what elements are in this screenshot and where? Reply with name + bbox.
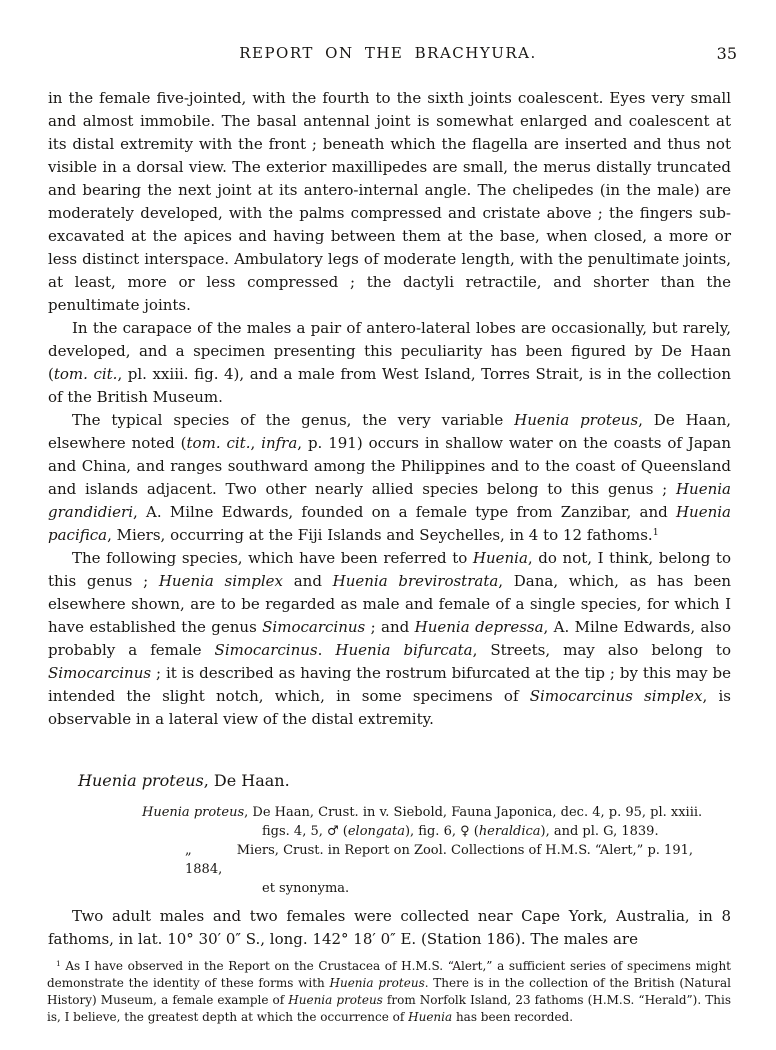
- italic-text: elongata: [347, 824, 405, 839]
- italic-text: Huenia depressa: [414, 618, 544, 636]
- italic-text: Huenia pacifica: [48, 503, 731, 544]
- text-run: and: [283, 572, 333, 590]
- text-run: Miers, Crust. in Report on Zool. Collections of H.M.S. “Alert,” p. 191, 1884,: [185, 843, 693, 877]
- text-run: , Dana, which, as has been elsewhere shown, are to be regarded as male and female of a single species, for which I have established the genus: [48, 572, 731, 636]
- text-run: Two adult males and two females were collected near Cape York, Australia, in 8 fathoms, in lat. 10° 30′ 0″ S., long. 142° 18′ 0″ E. (Station 186). The males are: [48, 907, 731, 948]
- text-run: , pl. xxiii. fig. 4), and a male from West Island, Torres Strait, is in the collection of the British Museum.: [48, 365, 732, 406]
- paragraph: [48, 547, 731, 731]
- text-run: ,: [250, 434, 262, 452]
- text-run: In the carapace of the males a pair of antero-lateral lobes are occasionally, but rarely, developed, and a specimen presenting this peculiarity has been figured by De Haan (: [48, 319, 731, 383]
- text-run: „: [185, 843, 192, 858]
- text-run: . There is in the collection of the British (Natural History) Museum, a female example of: [47, 976, 731, 1007]
- text-run: , Streets, may also belong to: [472, 641, 731, 659]
- italic-text: tom. cit.: [53, 365, 118, 383]
- italic-text: Huenia: [472, 549, 528, 567]
- text-run: As I have observed in the Report on the Crustacea of H.M.S. “Alert,” a sufficient series of specimens might demonstrate the identity of these forms with: [47, 959, 731, 990]
- italic-text: Simocarcinus: [262, 618, 366, 636]
- paragraph-block: [48, 87, 731, 731]
- text-run: , A. Milne Edwards, also probably a female: [48, 618, 731, 659]
- italic-text: Huenia proteus: [78, 771, 204, 790]
- paragraph: [48, 87, 731, 317]
- closing-paragraph: [48, 905, 731, 951]
- text-run: ), fig. 6, ♀ (: [404, 824, 479, 839]
- text-run: , p. 191) occurs in shallow water on the coasts of Japan and China, and ranges southward among the Philippines and to the coast of Queensland and islands adjacent. Two other nearly allied species belong to this genus ;: [48, 434, 732, 498]
- text-run: , De Haan, Crust. in v. Siebold, Fauna Japonica, dec. 4, p. 95, pl. xxiii.: [244, 805, 703, 820]
- italic-text: Huenia: [408, 1010, 453, 1024]
- italic-text: Huenia proteus: [514, 411, 639, 429]
- species-heading: [78, 769, 731, 792]
- paragraph: [48, 409, 731, 547]
- text-run: .: [317, 641, 336, 659]
- italic-text: Simocarcinus simplex: [529, 687, 703, 705]
- text-run: , De Haan.: [203, 771, 290, 790]
- text-run: ; it is described as having the rostrum bifurcated at the tip ; by this may be intended the slight notch, which, in some specimens of: [48, 664, 731, 705]
- text-run: , is observable in a lateral view of the distal extremity.: [48, 687, 731, 728]
- synonymy-line: [48, 841, 731, 879]
- body-text: [48, 87, 731, 951]
- italic-text: Simocarcinus: [48, 664, 152, 682]
- footnote: [47, 958, 731, 1026]
- italic-text: heraldica: [478, 824, 541, 839]
- text-run: has been recorded.: [452, 1010, 574, 1024]
- text-run: in the female five-jointed, with the fourth to the sixth joints coalescent. Eyes very small and almost immobile. The basal antennal joint is somewhat enlarged and coalescent at its distal extremity with the front ; beneath which the flagella are inserted and thus not visible in a dorsal view. The exterior maxillipedes are small, the merus distally truncated and bearing the next joint at its antero-internal angle. The chelipedes (in the male) are moderately developed, with the palms compressed and cristate above ; the fingers sub-excavated at the apices and having between them at the base, when closed, a more or less distinct interspace. Ambulatory legs of moderate length, with the penultimate joints, at least, more or less compressed ; the dactyli retractile, and shorter than the penultimate joints.: [48, 89, 731, 314]
- text-run: , A. Milne Edwards, founded on a female type from Zanzibar, and: [133, 503, 676, 521]
- text-run: The typical species of the genus, the very variable: [72, 411, 515, 429]
- text-run: , De Haan, elsewhere noted (: [48, 411, 731, 452]
- page-header: [0, 0, 776, 66]
- italic-text: Huenia brevirostrata: [332, 572, 499, 590]
- text-run: ; and: [365, 618, 415, 636]
- text-run: figs. 4, 5, ♂ (: [262, 824, 348, 839]
- footnote-reference: 1: [652, 527, 659, 539]
- text-run: ), and pl. G, 1839.: [540, 824, 659, 839]
- italic-text: infra: [261, 434, 298, 452]
- italic-text: Huenia bifurcata: [335, 641, 473, 659]
- synonymy-line: [48, 822, 731, 841]
- text-run: from Norfolk Island, 23 fathoms (H.M.S. “Herald”). This is, I believe, the greatest depth at which the occurrence of: [47, 993, 731, 1024]
- text-run: et synonyma.: [262, 881, 350, 896]
- italic-text: Simocarcinus: [214, 641, 318, 659]
- italic-text: Huenia proteus: [329, 976, 425, 990]
- text-run: The following species, which have been referred to: [72, 549, 473, 567]
- italic-text: Huenia grandidieri: [48, 480, 731, 521]
- running-title: REPORT ON THE BRACHYURA.: [239, 44, 537, 62]
- italic-text: Huenia proteus: [142, 805, 245, 820]
- italic-text: tom. cit.: [186, 434, 251, 452]
- footnote-reference: 1: [56, 959, 61, 969]
- paragraph: [48, 317, 731, 409]
- page-number: 35: [716, 44, 737, 63]
- synonymy-list: [48, 803, 731, 898]
- text-run: , do not, I think, belong to this genus ;: [48, 549, 731, 590]
- synonymy-line: [48, 879, 731, 898]
- italic-text: Huenia simplex: [158, 572, 284, 590]
- italic-text: Huenia proteus: [288, 993, 383, 1007]
- text-run: , Miers, occurring at the Fiji Islands and Seychelles, in 4 to 12 fathoms.: [107, 526, 653, 544]
- synonymy-line: [48, 803, 731, 822]
